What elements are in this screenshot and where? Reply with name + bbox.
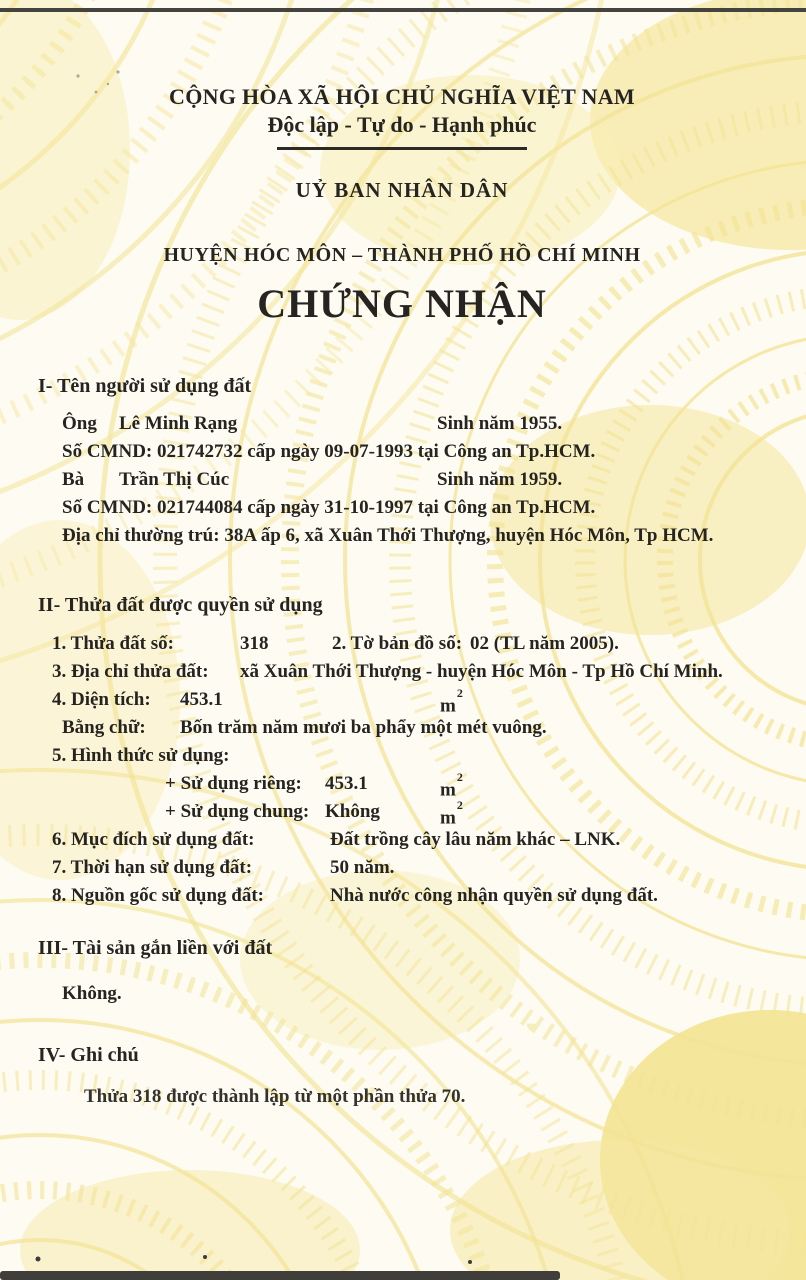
area-in-words-row (38, 714, 766, 742)
national-motto: Độc lập - Tự do - Hạnh phúc (267, 112, 537, 137)
parcel-row (38, 630, 766, 658)
area-unit: $m^2$ (440, 686, 463, 717)
shared-use-unit: $m^2$ (440, 798, 463, 829)
area-value: 453.1 (180, 689, 223, 710)
parcel-items (38, 630, 766, 910)
term-label: 7. Thời hạn sử dụng đất: (52, 857, 253, 878)
private-use-unit: $m^2$ (440, 770, 463, 801)
owner-id-line: Số CMND: 021742732 cấp ngày 09-07-1993 tại Công an Tp.HCM. (62, 441, 596, 462)
in-words-label: Bằng chữ: (62, 717, 146, 738)
owner-id-line: Số CMND: 021744084 cấp ngày 31-10-1997 tại Công an Tp.HCM. (62, 497, 596, 518)
origin-label: 8. Nguồn gốc sử dụng đất: (52, 885, 265, 906)
owner-title: Ông (62, 413, 97, 434)
area-unit-superscript: 2 (456, 686, 463, 700)
issuer-locality: HUYỆN HÓC MÔN – THÀNH PHỐ HỒ CHÍ MINH (163, 244, 641, 266)
shared-use-row (38, 798, 766, 829)
purpose-value: Đất trồng cây lâu năm khác – LNK. (330, 829, 621, 850)
shared-use-value: Không (325, 801, 380, 822)
parcel-number-value: 318 (240, 633, 269, 654)
owner-birth: Sinh năm 1955. (437, 413, 563, 434)
owner-name: Trần Thị Cúc (119, 469, 230, 490)
owners-block (38, 410, 766, 550)
term-value: 50 năm. (330, 857, 395, 878)
section4-heading: IV- Ghi chú (38, 1044, 139, 1066)
owner-row (38, 466, 766, 494)
purpose-row (38, 826, 766, 854)
private-use-value: 453.1 (325, 773, 368, 794)
section3-heading: III- Tài sản gắn liền với đất (38, 937, 273, 959)
parcel-number-label: 1. Thửa đất số: (52, 633, 174, 654)
certificate-title: CHỨNG NHẬN (257, 281, 547, 326)
section2-heading: II- Thửa đất được quyền sử dụng (38, 594, 323, 616)
use-form-label: 5. Hình thức sử dụng: (52, 745, 230, 766)
motto-underline (277, 147, 527, 150)
private-use-label: + Sử dụng riêng: (165, 773, 302, 794)
parcel-address-label: 3. Địa chỉ thửa đất: (52, 661, 209, 682)
purpose-label: 6. Mục đích sử dụng đất: (52, 829, 255, 850)
residence-address-line: Địa chỉ thường trú: 38A ấp 6, xã Xuân Thới Thượng, huyện Hóc Môn, Tp HCM. (62, 525, 714, 546)
parcel-address-row (38, 658, 766, 686)
owner-title: Bà (62, 469, 85, 490)
owner-row (38, 410, 766, 438)
national-title: CỘNG HÒA XÃ HỘI CHỦ NGHĨA VIỆT NAM (169, 84, 635, 109)
origin-row (38, 882, 766, 910)
origin-value: Nhà nước công nhận quyền sử dụng đất. (330, 885, 658, 906)
section1-heading: I- Tên người sử dụng đất (38, 375, 252, 397)
in-words-value: Bốn trăm năm mươi ba phẩy một mét vuông. (180, 717, 547, 738)
area-label: 4. Diện tích: (52, 689, 151, 710)
owner-name: Lê Minh Rạng (119, 413, 238, 434)
note-line: Thửa 318 được thành lập từ một phần thửa 70. (84, 1086, 466, 1107)
parcel-address-value: xã Xuân Thới Thượng - huyện Hóc Môn - Tp Hồ Chí Minh. (240, 661, 723, 682)
unit-superscript: 2 (456, 798, 463, 812)
map-sheet-label: 2. Tờ bản đồ số: (332, 633, 463, 654)
attached-assets-value: Không. (62, 983, 122, 1004)
area-row (38, 686, 766, 717)
owner-birth: Sinh năm 1959. (437, 469, 563, 490)
unit-superscript: 2 (456, 770, 463, 784)
term-row (38, 854, 766, 882)
map-sheet-value: 02 (TL năm 2005). (470, 633, 619, 654)
shared-use-label: + Sử dụng chung: (165, 801, 310, 822)
issuer-title: UỶ BAN NHÂN DÂN (295, 178, 509, 202)
private-use-row (38, 770, 766, 801)
